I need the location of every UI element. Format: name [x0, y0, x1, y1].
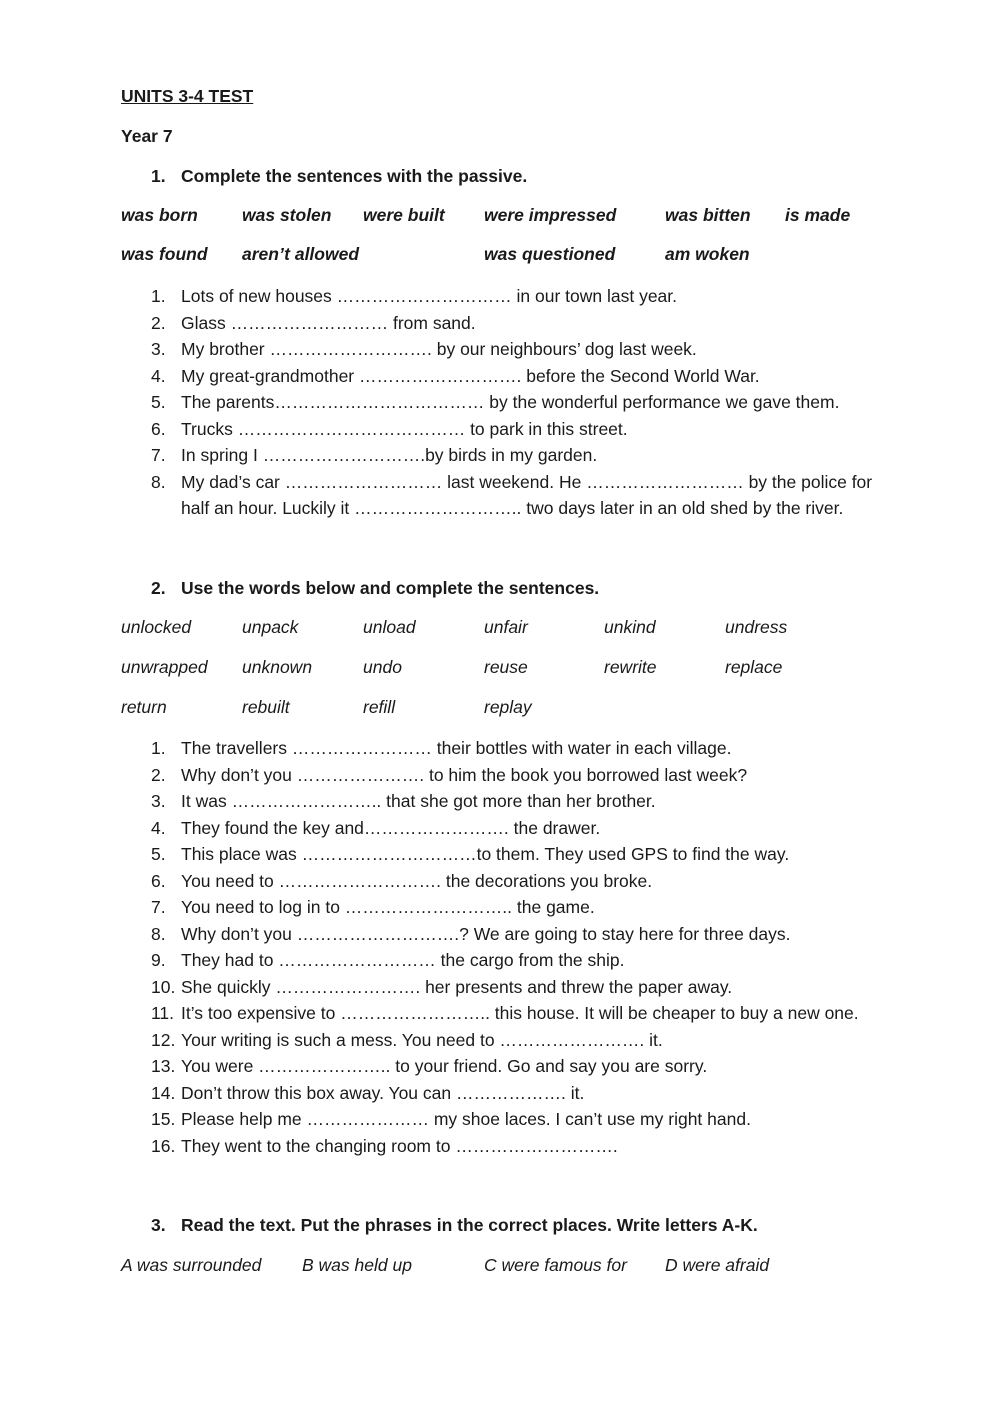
sentence-item — [151, 363, 891, 390]
sentence-item — [151, 762, 891, 789]
word-bank-item: unfair — [484, 617, 528, 637]
sentence-number: 4. — [151, 365, 166, 386]
section1-heading: Complete the sentences with the passive. — [181, 166, 528, 186]
word-bank-item: aren’t allowed — [242, 244, 360, 264]
word-bank-item: unload — [363, 617, 416, 637]
sentence-text: The parents……………………………… by the wonderful performance we gave them. — [181, 392, 840, 412]
word-bank-item: unlocked — [121, 617, 192, 637]
sentence-item — [151, 921, 891, 948]
page-title: UNITS 3-4 TEST — [121, 86, 254, 106]
sentence-item — [151, 868, 891, 895]
sentence-item — [151, 894, 891, 921]
word-bank-item: was found — [121, 244, 208, 264]
sentence-text: It was …………………….. that she got more than her brother. — [181, 791, 656, 811]
word-bank-item: is made — [785, 205, 851, 225]
sentence-number: 10. — [151, 976, 176, 997]
section2-heading: Use the words below and complete the sentences. — [181, 578, 600, 598]
sentence-text: They had to ……………………… the cargo from the ship. — [181, 950, 625, 970]
sentence-item — [151, 469, 881, 522]
word-bank-item: undress — [725, 617, 788, 637]
sentence-text: This place was …………………………to them. They used GPS to find the way. — [181, 844, 790, 864]
section2-number: 2. — [151, 578, 166, 598]
word-bank-item: am woken — [665, 244, 750, 264]
sentence-text: Trucks ………………………………… to park in this street. — [181, 418, 628, 439]
word-bank-item: return — [121, 697, 167, 717]
sentence-number: 3. — [151, 791, 166, 811]
section3-number: 3. — [151, 1215, 166, 1235]
sentence-item — [151, 1133, 891, 1160]
sentence-number: 5. — [151, 844, 166, 864]
sentence-text: They found the key and……………………. the drawer. — [181, 817, 601, 838]
sentence-number: 13. — [151, 1056, 176, 1076]
year-label: Year 7 — [121, 126, 173, 146]
sentence-item — [151, 1106, 891, 1133]
sentence-text: It’s too expensive to …………………….. this house. It will be cheaper to buy a new one. — [181, 1003, 859, 1023]
sentence-item — [151, 1027, 891, 1054]
word-bank-item: was questioned — [484, 244, 616, 264]
section1-number: 1. — [151, 166, 166, 186]
sentence-text: She quickly ……………………. her presents and threw the paper away. — [181, 976, 733, 997]
sentence-number: 14. — [151, 1082, 176, 1103]
word-bank-item: replace — [725, 657, 783, 677]
sentence-item — [151, 336, 891, 363]
word-bank-item: were built — [363, 205, 445, 225]
sentence-number: 5. — [151, 392, 166, 412]
sentence-item — [151, 1000, 891, 1027]
sentence-text: The travellers …………………… their bottles with water in each village. — [181, 738, 732, 758]
word-bank-item: was born — [121, 205, 198, 225]
sentence-number: 8. — [151, 471, 166, 492]
sentence-number: 1. — [151, 286, 166, 306]
sentence-item — [151, 735, 891, 762]
sentence-text: Why don’t you ……………………….? We are going to stay here for three days. — [181, 923, 791, 944]
sentence-text: Why don’t you …………………. to him the book you borrowed last week? — [181, 764, 748, 785]
sentence-number: 9. — [151, 950, 166, 970]
word-bank-item: refill — [363, 697, 396, 717]
sentence-text: You need to log in to ……………………….. the game. — [181, 897, 595, 917]
phrase-bank-item: A was surrounded — [121, 1255, 262, 1275]
word-bank-item: unwrapped — [121, 657, 208, 677]
sentence-number: 12. — [151, 1029, 176, 1050]
sentence-text: Lots of new houses ………………………… in our town last year. — [181, 286, 678, 306]
word-bank-item: was stolen — [242, 205, 332, 225]
sentence-item — [151, 974, 891, 1001]
sentence-item — [151, 1080, 891, 1107]
sentence-text: Glass ……………………… from sand. — [181, 312, 476, 333]
word-bank-item: replay — [484, 697, 532, 717]
sentence-number: 15. — [151, 1109, 176, 1129]
sentence-item — [151, 947, 891, 974]
sentence-item — [151, 283, 891, 310]
sentence-text: Please help me ………………… my shoe laces. I can’t use my right hand. — [181, 1109, 751, 1129]
sentence-text: My brother ………………………. by our neighbours’ dog last week. — [181, 339, 697, 359]
word-bank-item: were impressed — [484, 205, 617, 225]
sentence-number: 2. — [151, 764, 166, 785]
sentence-item — [151, 815, 891, 842]
word-bank-item: unpack — [242, 617, 299, 637]
word-bank-item: rebuilt — [242, 697, 290, 717]
sentence-item — [151, 841, 891, 868]
word-bank-item: reuse — [484, 657, 528, 677]
section1-sentence-list — [151, 283, 891, 522]
sentence-text: Your writing is such a mess. You need to ……………………. it. — [181, 1029, 663, 1050]
phrase-bank-item: D were afraid — [665, 1255, 770, 1275]
sentence-number: 7. — [151, 445, 166, 465]
sentence-number: 6. — [151, 870, 166, 891]
word-bank-item: was bitten — [665, 205, 751, 225]
sentence-item — [151, 389, 891, 416]
phrase-bank-item: B was held up — [302, 1255, 412, 1275]
sentence-number: 3. — [151, 339, 166, 359]
sentence-number: 7. — [151, 897, 166, 917]
sentence-text: My dad’s car ……………………… last weekend. He ……………………… by the police for half an hour. Luckily it ……………………….. two days later in an old shed by the river. — [181, 471, 873, 518]
sentence-text: Don’t throw this box away. You can ………………. it. — [181, 1082, 585, 1103]
sentence-item — [151, 310, 891, 337]
sentence-item — [151, 416, 891, 443]
sentence-number: 8. — [151, 923, 166, 944]
section2-sentence-list — [151, 735, 891, 1159]
sentence-text: In spring I ……………………….by birds in my garden. — [181, 445, 598, 465]
section3-heading: Read the text. Put the phrases in the correct places. Write letters A-K. — [181, 1215, 758, 1235]
sentence-number: 16. — [151, 1135, 176, 1156]
sentence-number: 1. — [151, 738, 166, 758]
sentence-number: 11. — [151, 1003, 175, 1023]
sentence-item — [151, 788, 891, 815]
word-bank-item: unkind — [604, 617, 656, 637]
sentence-number: 6. — [151, 418, 166, 439]
sentence-item — [151, 442, 891, 469]
word-bank-item: unknown — [242, 657, 313, 677]
phrase-bank-item: C were famous for — [484, 1255, 627, 1275]
sentence-number: 4. — [151, 817, 166, 838]
sentence-text: You were ………………….. to your friend. Go and say you are sorry. — [181, 1056, 708, 1076]
sentence-item — [151, 1053, 891, 1080]
sentence-number: 2. — [151, 312, 166, 333]
sentence-text: They went to the changing room to ………………………. — [181, 1135, 618, 1156]
sentence-text: You need to ………………………. the decorations you broke. — [181, 870, 653, 891]
word-bank-item: undo — [363, 657, 402, 677]
word-bank-item: rewrite — [604, 657, 657, 677]
sentence-text: My great-grandmother ………………………. before the Second World War. — [181, 365, 760, 386]
